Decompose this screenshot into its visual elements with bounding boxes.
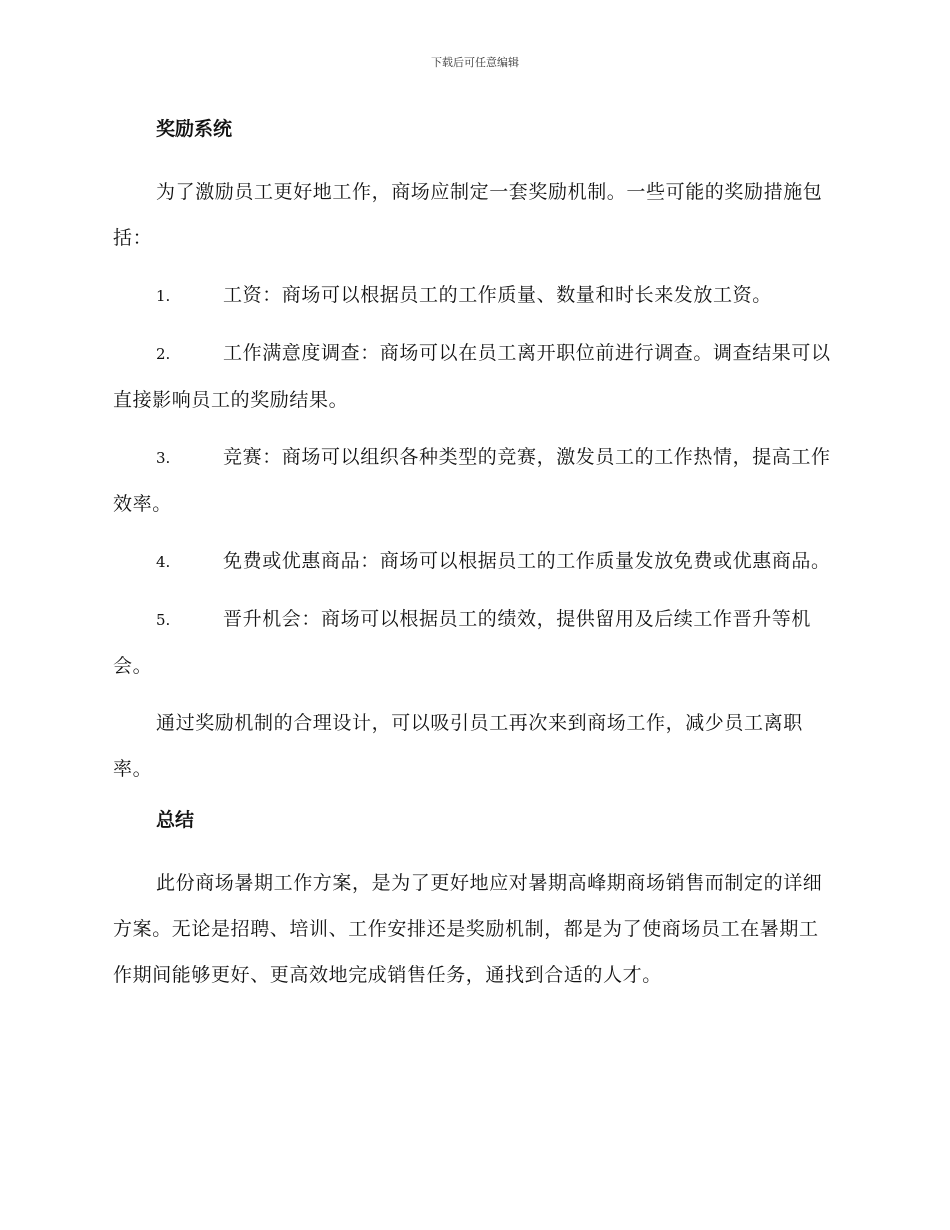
page-header: 下载后可任意编辑 <box>431 56 519 69</box>
list-item <box>113 538 833 585</box>
reward-intro-paragraph: 为了激励员工更好地工作，商场应制定一套奖励机制。一些可能的奖励措施包括： <box>113 181 823 249</box>
list-item <box>113 272 833 319</box>
list-item-number: 4. <box>156 553 171 571</box>
list-item <box>113 434 833 527</box>
section-heading-summary: 总结 <box>156 809 195 831</box>
list-item-number: 3. <box>156 449 171 467</box>
list-item-text: 免费或优惠商品：商场可以根据员工的工作质量发放免费或优惠商品。 <box>223 550 831 572</box>
document-body <box>113 112 833 1009</box>
list-item-text: 工资：商场可以根据员工的工作质量、数量和时长来发放工资。 <box>223 284 772 306</box>
list-item <box>113 330 833 423</box>
summary-paragraph: 此份商场暑期工作方案，是为了更好地应对暑期高峰期商场销售而制定的详细方案。无论是招聘、培训、工作安排还是奖励机制，都是为了使商场员工在暑期工作期间能够更好、更高效地完成销售任务，通找到合适的人才。 <box>113 872 823 986</box>
list-item-text: 竞赛：商场可以组织各种类型的竞赛，激发员工的工作热情，提高工作效率。 <box>113 446 831 515</box>
list-item <box>113 596 833 689</box>
list-item-number: 2. <box>156 345 171 363</box>
list-item-number: 1. <box>156 287 171 305</box>
list-item-text: 工作满意度调查：商场可以在员工离开职位前进行调查。调查结果可以直接影响员工的奖励结果。 <box>113 342 831 411</box>
section-heading-reward: 奖励系统 <box>156 118 233 140</box>
list-item-text: 晋升机会：商场可以根据员工的绩效，提供留用及后续工作晋升等机会。 <box>113 608 812 677</box>
list-item-number: 5. <box>156 611 171 629</box>
reward-closing-paragraph: 通过奖励机制的合理设计，可以吸引员工再次来到商场工作，减少员工离职率。 <box>113 712 803 780</box>
